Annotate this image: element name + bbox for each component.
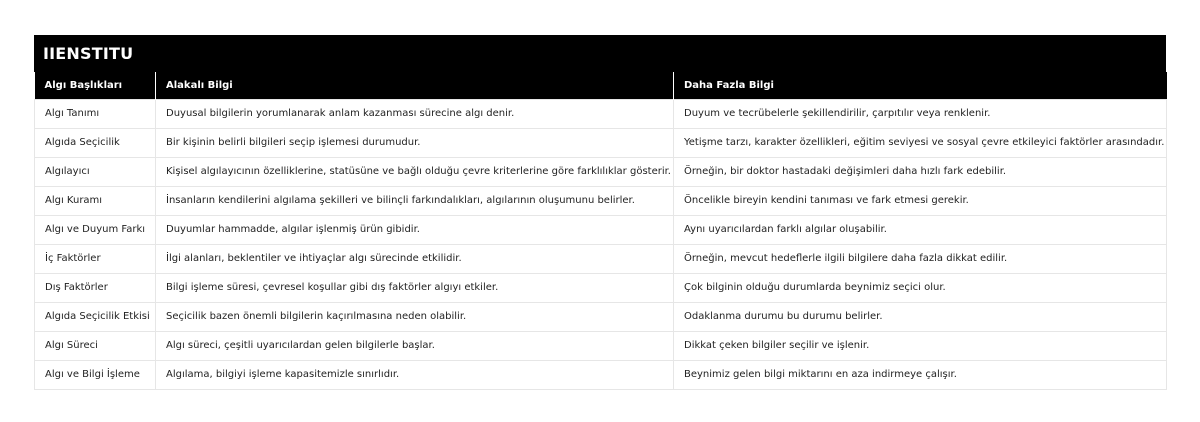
table-cell-more: Örneğin, mevcut hedeflerle ilgili bilgilere daha fazla dikkat edilir. xyxy=(674,244,1167,273)
table-row xyxy=(35,157,1167,186)
table-cell-more: Örneğin, bir doktor hastadaki değişimleri daha hızlı fark edebilir. xyxy=(674,157,1167,186)
table-row xyxy=(35,215,1167,244)
header-row xyxy=(35,72,1167,99)
table-row xyxy=(35,273,1167,302)
table-cell-info: Bilgi işleme süresi, çevresel koşullar gibi dış faktörler algıyı etkiler. xyxy=(156,273,674,302)
table-row xyxy=(35,244,1167,273)
brand-header xyxy=(34,35,1166,72)
table-cell-info: Duyusal bilgilerin yorumlanarak anlam kazanması sürecine algı denir. xyxy=(156,99,674,128)
table-cell-info: İnsanların kendilerini algılama şekilleri ve bilinçli farkındalıkları, algılarının oluşumunu belirler. xyxy=(156,186,674,215)
table-cell-title: Algı Kuramı xyxy=(35,186,156,215)
table-cell-title: Algı Tanımı xyxy=(35,99,156,128)
table-cell-more: Öncelikle bireyin kendini tanıması ve fark etmesi gerekir. xyxy=(674,186,1167,215)
table-cell-info: Duyumlar hammadde, algılar işlenmiş ürün gibidir. xyxy=(156,215,674,244)
table-cell-info: Algılama, bilgiyi işleme kapasitemizle sınırlıdır. xyxy=(156,360,674,389)
table-cell-info: Bir kişinin belirli bilgileri seçip işlemesi durumudur. xyxy=(156,128,674,157)
table-cell-more: Yetişme tarzı, karakter özellikleri, eğitim seviyesi ve sosyal çevre etkileyici faktörler arasındadır. xyxy=(674,128,1167,157)
table-cell-title: Algılayıcı xyxy=(35,157,156,186)
table-cell-more: Beynimiz gelen bilgi miktarını en aza indirmeye çalışır. xyxy=(674,360,1167,389)
data-table-container xyxy=(34,35,1166,390)
table-cell-info: Kişisel algılayıcının özelliklerine, statüsüne ve bağlı olduğu çevre kriterlerine göre farklılıklar gösterir. xyxy=(156,157,674,186)
table-cell-title: Dış Faktörler xyxy=(35,273,156,302)
table-row xyxy=(35,302,1167,331)
table-row xyxy=(35,360,1167,389)
column-header: Daha Fazla Bilgi xyxy=(674,72,1167,99)
table-cell-title: Algı ve Bilgi İşleme xyxy=(35,360,156,389)
table-cell-info: Seçicilik bazen önemli bilgilerin kaçırılmasına neden olabilir. xyxy=(156,302,674,331)
table-cell-more: Aynı uyarıcılardan farklı algılar oluşabilir. xyxy=(674,215,1167,244)
table-cell-title: Algı Süreci xyxy=(35,331,156,360)
table-cell-more: Dikkat çeken bilgiler seçilir ve işlenir. xyxy=(674,331,1167,360)
table-cell-title: Algıda Seçicilik xyxy=(35,128,156,157)
table-row xyxy=(35,331,1167,360)
column-header: Alakalı Bilgi xyxy=(156,72,674,99)
info-table xyxy=(34,72,1167,390)
table-cell-info: İlgi alanları, beklentiler ve ihtiyaçlar algı sürecinde etkilidir. xyxy=(156,244,674,273)
column-header: Algı Başlıkları xyxy=(35,72,156,99)
table-row xyxy=(35,186,1167,215)
table-cell-title: Algıda Seçicilik Etkisi xyxy=(35,302,156,331)
table-cell-title: İç Faktörler xyxy=(35,244,156,273)
table-cell-more: Duyum ve tecrübelerle şekillendirilir, çarpıtılır veya renklenir. xyxy=(674,99,1167,128)
table-cell-info: Algı süreci, çeşitli uyarıcılardan gelen bilgilerle başlar. xyxy=(156,331,674,360)
table-cell-more: Odaklanma durumu bu durumu belirler. xyxy=(674,302,1167,331)
table-header xyxy=(35,72,1167,99)
table-body xyxy=(35,99,1167,389)
table-row xyxy=(35,99,1167,128)
brand-logo-text: IIENSTITU xyxy=(43,44,134,63)
table-row xyxy=(35,128,1167,157)
table-cell-title: Algı ve Duyum Farkı xyxy=(35,215,156,244)
table-cell-more: Çok bilginin olduğu durumlarda beynimiz seçici olur. xyxy=(674,273,1167,302)
